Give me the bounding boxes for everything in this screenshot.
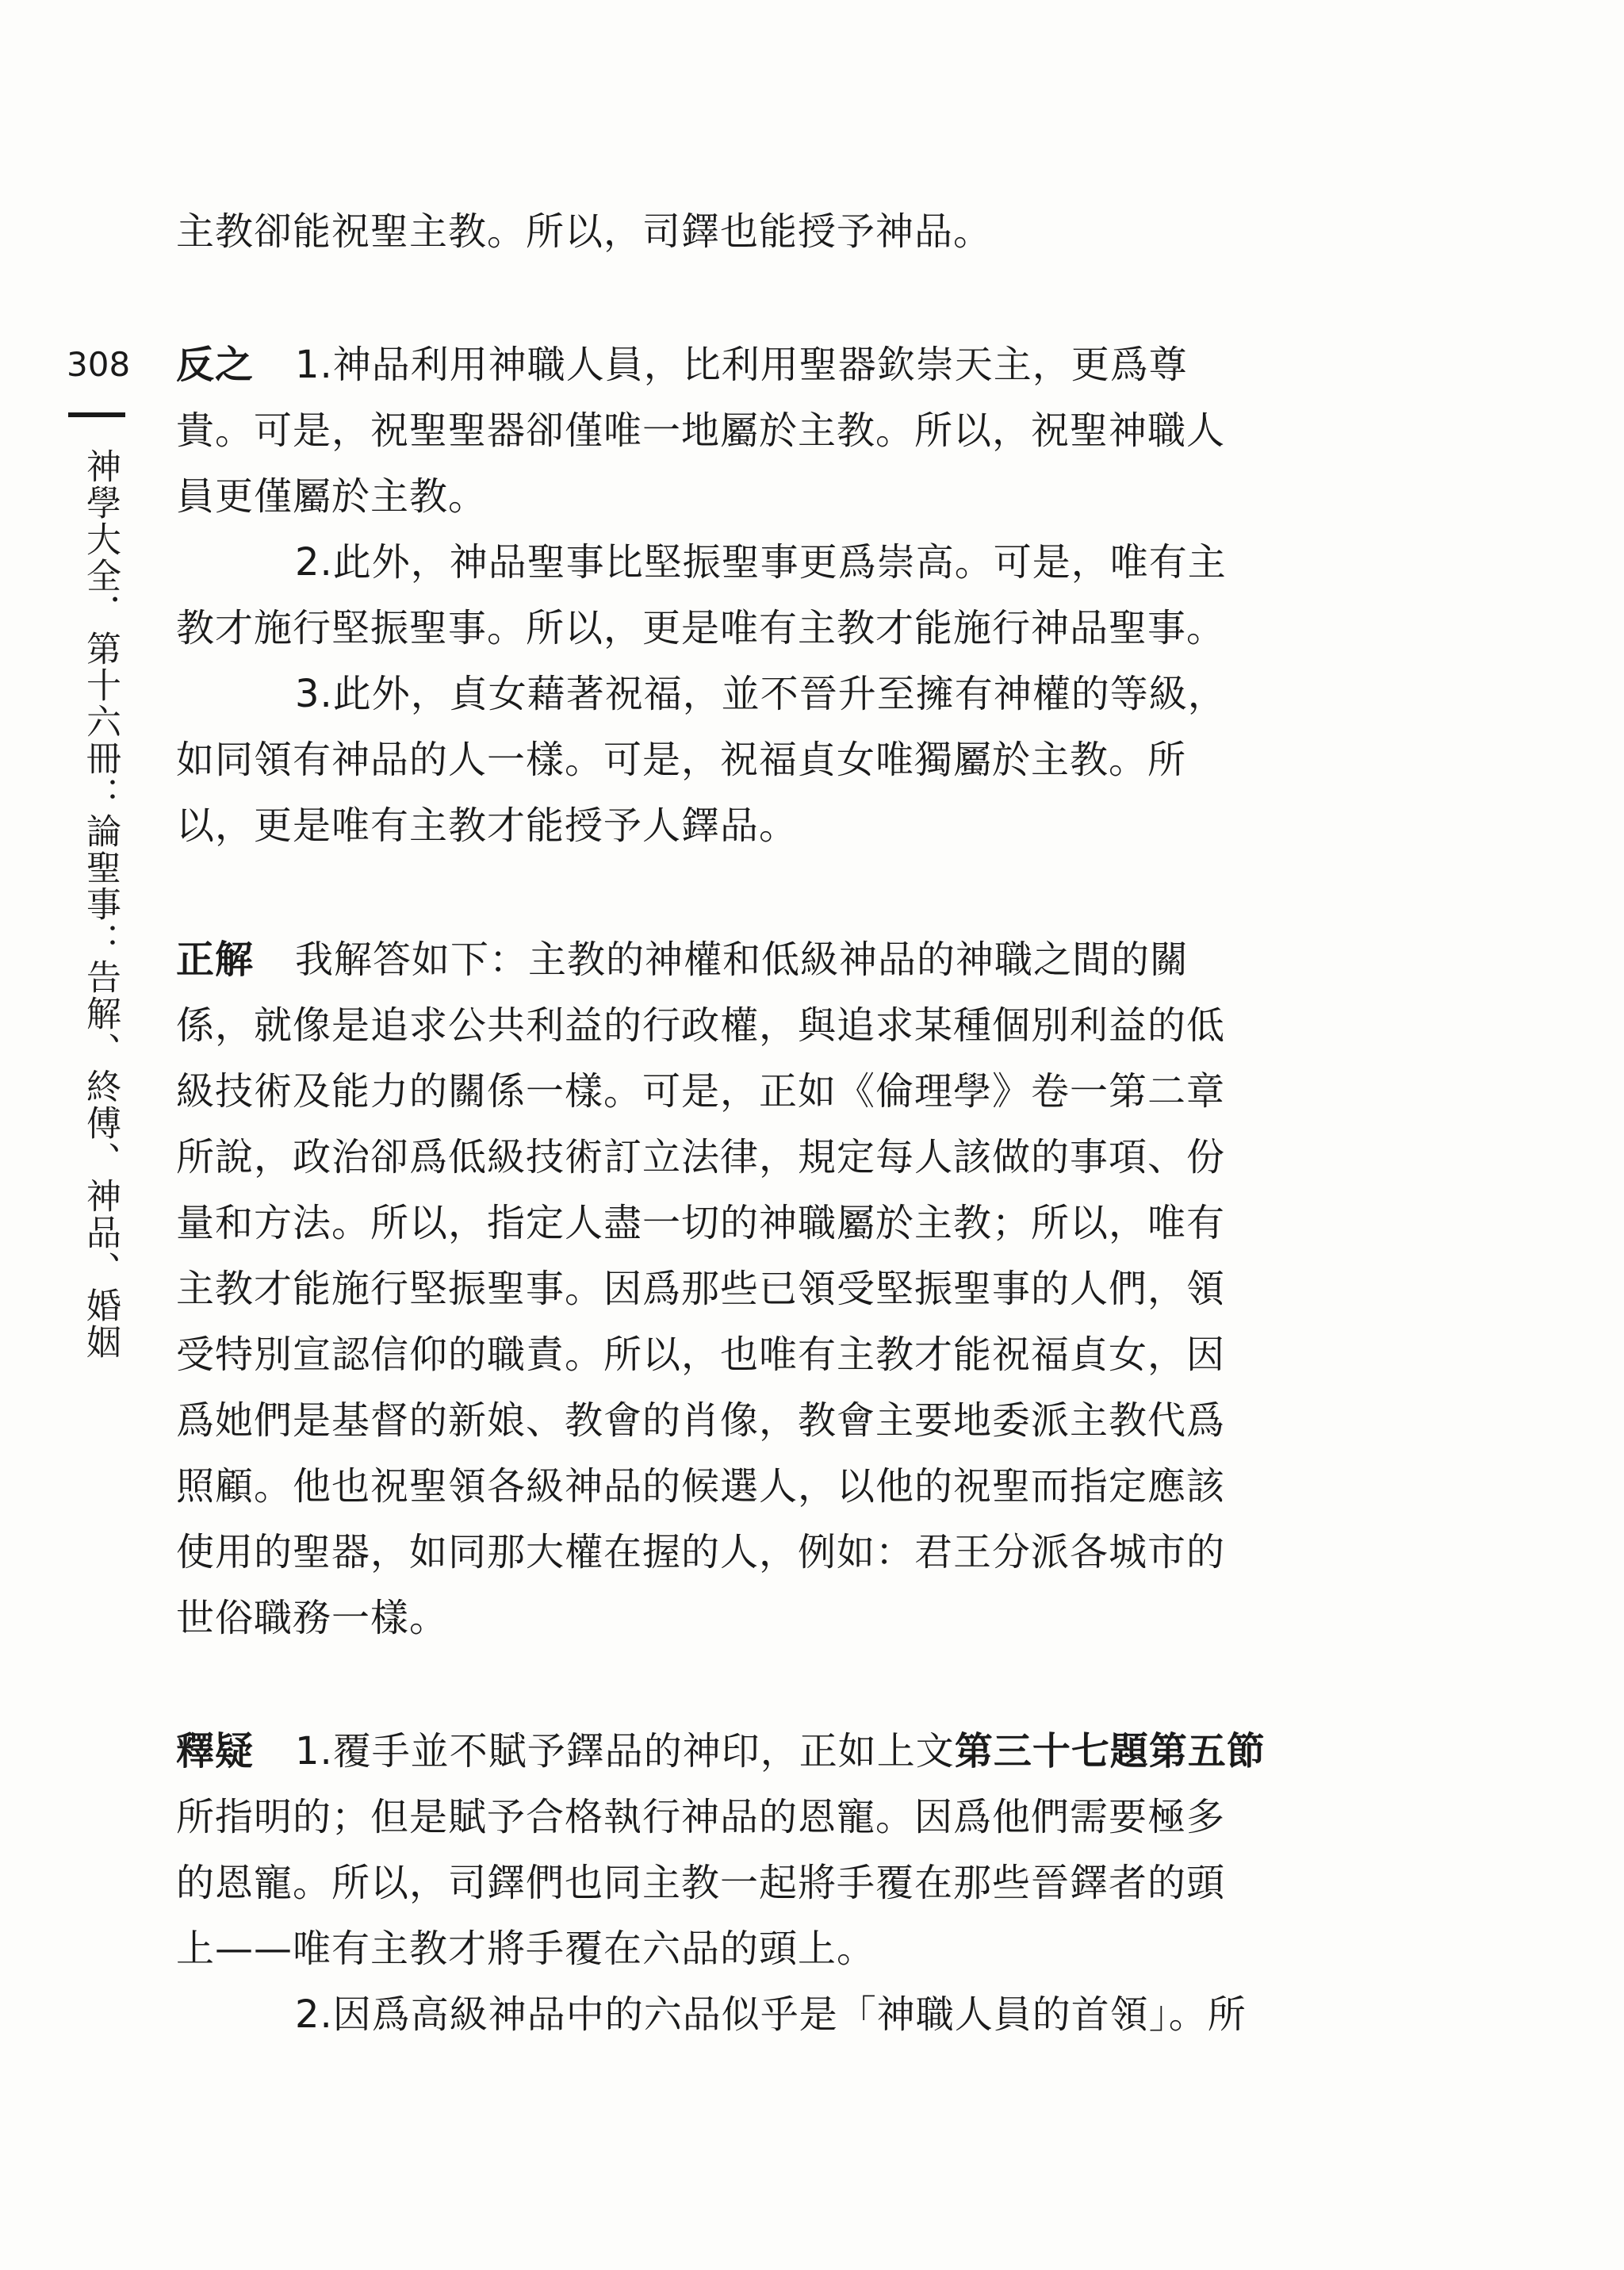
contra-line: 1.神品利用神職人員，比利用聖器欽崇天主，更爲尊 xyxy=(295,343,1188,387)
contra-line: 3.此外，貞女藉著祝福，並不晉升至擁有神權的等級， xyxy=(295,672,1227,716)
text-line: 主教卻能祝聖主教。所以，司鐸也能授予神品。 xyxy=(176,209,993,254)
text-line: 受特別宣認信仰的職責。所以，也唯有主教才能祝福貞女，因 xyxy=(176,1332,1226,1377)
replies-line: 2.因爲高級神品中的六品似乎是「神職人員的首領」。所 xyxy=(295,1992,1247,2037)
cross-reference: 第三十七題第五節 xyxy=(954,1729,1266,1773)
text-line: 所指明的；但是賦予合格執行神品的恩寵。因爲他們需要極多 xyxy=(176,1795,1226,1839)
text-line: 主教才能施行堅振聖事。因爲那些已領受堅振聖事的人們，領 xyxy=(176,1267,1226,1311)
text-line: 係，就像是追求公共利益的行政權，與追求某種個別利益的低 xyxy=(176,1003,1226,1048)
text-line xyxy=(176,531,1302,594)
answer-line: 我解答如下：主教的神權和低級神品的神職之間的關 xyxy=(295,938,1189,982)
text-line: 照顧。他也祝聖領各級神品的候選人，以他的祝聖而指定應該 xyxy=(176,1464,1226,1509)
replies-line: 1.覆手並不賦予鐸品的神印，正如上文 xyxy=(295,1729,955,1773)
text-line: 貴。可是，祝聖聖器卻僅唯一地屬於主教。所以，祝聖神職人 xyxy=(176,408,1226,453)
section-label-contra: 反之 xyxy=(176,343,255,387)
section-label-answer: 正解 xyxy=(176,938,255,982)
page-number-rule xyxy=(68,412,125,417)
text-line xyxy=(176,1983,1302,2046)
running-title: 神學大全．第十六冊：論聖事：告解、終傅、神品、婚姻 xyxy=(80,448,121,1360)
text-line: 級技術及能力的關係一樣。可是，正如《倫理學》卷一第二章 xyxy=(176,1069,1226,1114)
text-line: 爲她們是基督的新娘、教會的肖像，教會主要地委派主教代爲 xyxy=(176,1398,1226,1443)
text-line: 的恩寵。所以，司鐸們也同主教一起將手覆在那些晉鐸者的頭 xyxy=(176,1861,1226,1905)
text-line: 教才施行堅振聖事。所以，更是唯有主教才能施行神品聖事。 xyxy=(176,606,1226,650)
text-line: 世俗職務一樣。 xyxy=(176,1596,449,1640)
text-line xyxy=(176,333,1302,397)
text-line: 所說，政治卻爲低級技術訂立法律，規定每人該做的事項、份 xyxy=(176,1135,1226,1179)
text-line: 如同領有神品的人一樣。可是，祝福貞女唯獨屬於主教。所 xyxy=(176,738,1187,782)
text-line: 以，更是唯有主教才能授予人鐸品。 xyxy=(176,803,799,848)
text-line: 量和方法。所以，指定人盡一切的神職屬於主教；所以，唯有 xyxy=(176,1201,1226,1245)
text-line: 上——唯有主教才將手覆在六品的頭上。 xyxy=(176,1927,876,1971)
text-line xyxy=(176,662,1302,726)
text-line xyxy=(176,928,1302,991)
text-line: 使用的聖器，如同那大權在握的人，例如：君王分派各城市的 xyxy=(176,1530,1226,1574)
contra-line: 2.此外，神品聖事比堅振聖事更爲崇高。可是，唯有主 xyxy=(295,540,1227,585)
page-number: 308 xyxy=(67,345,131,384)
text-line xyxy=(176,1720,1302,1783)
section-label-replies: 釋疑 xyxy=(176,1729,255,1773)
text-line: 員更僅屬於主教。 xyxy=(176,474,488,519)
